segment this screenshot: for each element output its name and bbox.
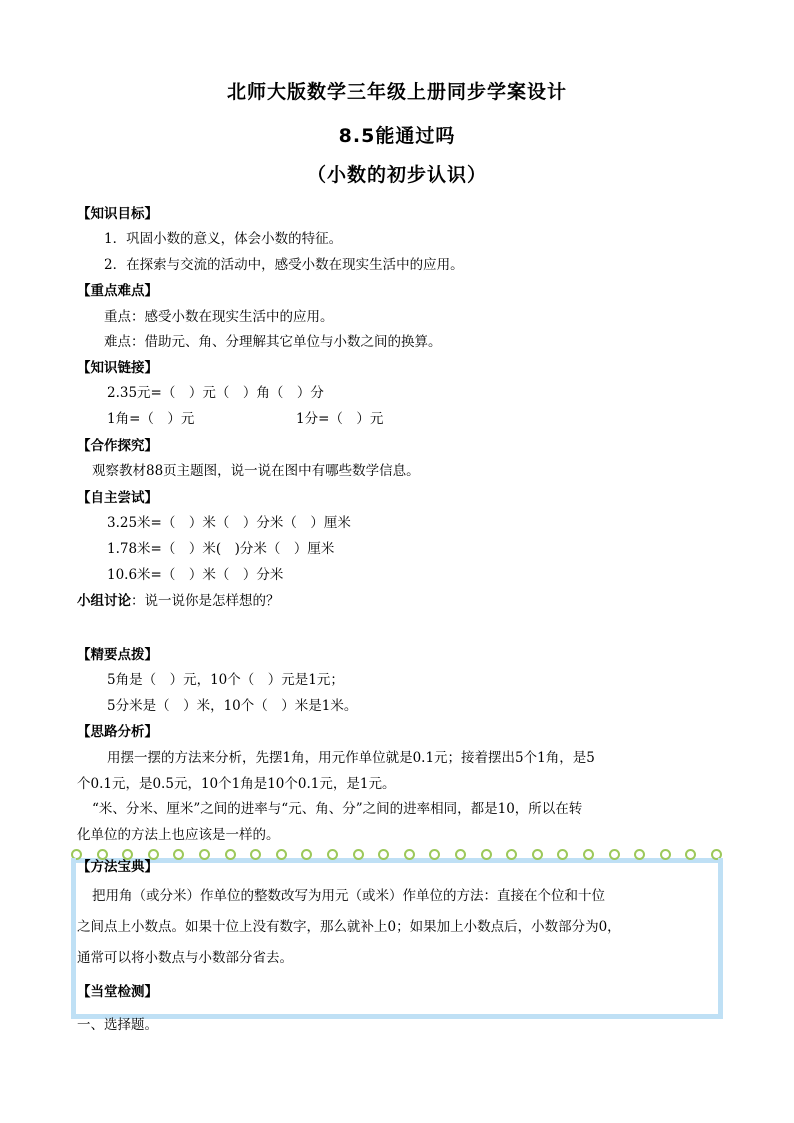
discussion-text: ：说一说你是怎样想的？ [131,593,280,609]
try-question-1: 3.25米=（ ）米（ ）分米（ ）厘米 [107,515,351,531]
analysis-line-1: 用摆一摆的方法来分析，先摆1角，用元作单位就是0.1元；接着摆出5个1角，是5 [107,750,595,766]
knowledge-link-heading: 【知识链接】 [77,360,158,376]
method-box [71,858,723,1019]
try-question-2: 1.78米=（ ）米( )分米（ ）厘米 [107,541,335,557]
cooperation-task: 观察教材88页主题图，说一说在图中有哪些数学信息。 [92,463,420,479]
analysis-line-4: 化单位的方法上也应该是一样的。 [77,827,280,843]
hint-2: 5分米是（ ）米，10个（ ）米是1米。 [107,698,358,714]
hint-1: 5角是（ ）元，10个（ ）元是1元； [107,672,344,688]
analysis-heading: 【思路分析】 [77,724,158,740]
goal-2: 2．在探索与交流的活动中，感受小数在现实生活中的应用。 [104,257,464,273]
try-question-3: 10.6米=（ ）米（ ）分米 [107,567,284,583]
in-class-check-heading: 【当堂检测】 [77,984,158,1000]
goal-1: 1．巩固小数的意义，体会小数的特征。 [104,231,343,247]
link-question-2b: 1分=（ ）元 [296,411,384,427]
method-line-1: 把用角（或分米）作单位的整数改写为用元（或米）作单位的方法：直接在个位和十位 [92,888,605,904]
discussion-label: 小组讨论 [77,593,131,609]
check-section-1: 一、选择题。 [77,1017,158,1033]
key-point: 重点：感受小数在现实生活中的应用。 [104,309,334,325]
analysis-line-3: “米、分米、厘米”之间的进率与“元、角、分”之间的进率相同，都是10，所以在转 [92,801,583,817]
lesson-title: 8.5能通过吗 [338,125,456,147]
link-question-2a: 1角=（ ）元 [107,411,195,427]
key-hints-heading: 【精要点拨】 [77,647,158,663]
analysis-line-2: 个0.1元，是0.5元，10个1角是10个0.1元，是1元。 [77,776,396,792]
key-points-heading: 【重点难点】 [77,283,158,299]
goals-heading: 【知识目标】 [77,206,158,222]
self-try-heading: 【自主尝试】 [77,490,158,506]
lesson-subtitle: （小数的初步认识） [306,164,487,186]
document-title: 北师大版数学三年级上册同步学案设计 [226,81,567,103]
link-question-1: 2.35元=（ ）元（ ）角（ ）分 [107,385,324,401]
method-line-3: 通常可以将小数点与小数部分省去。 [77,950,293,966]
group-discussion [77,592,280,610]
method-heading: 【方法宝典】 [77,859,158,875]
difficult-point: 难点：借助元、角、分理解其它单位与小数之间的换算。 [104,334,442,350]
cooperation-heading: 【合作探究】 [77,438,158,454]
method-line-2: 之间点上小数点。如果十位上没有数字，那么就补上0；如果加上小数点后，小数部分为0， [77,919,621,935]
